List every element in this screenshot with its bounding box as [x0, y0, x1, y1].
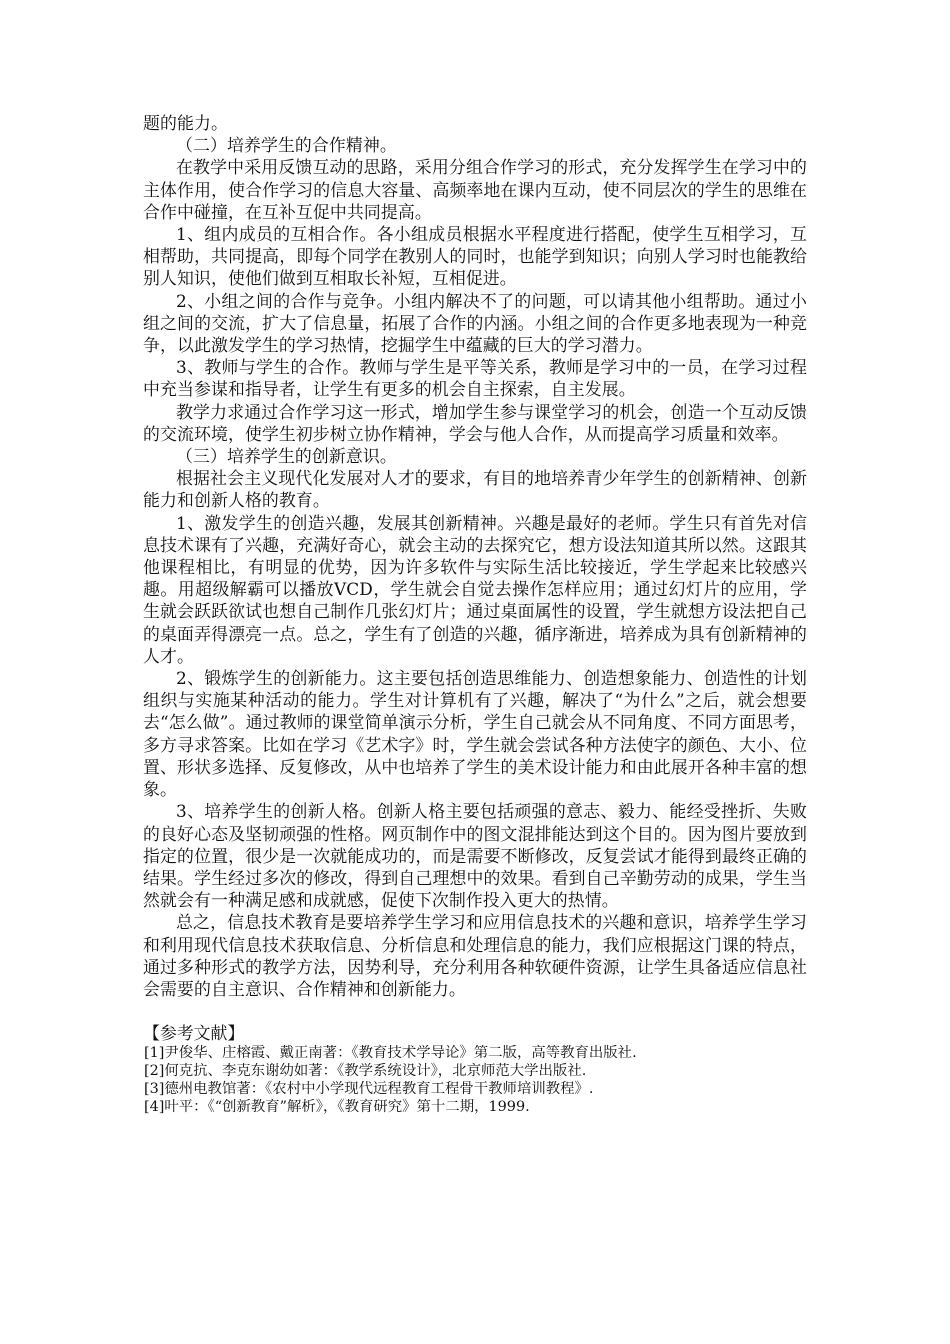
body-paragraph: 根据社会主义现代化发展对人才的要求，有目的地培养青少年学生的创新精神、创新能力和创新人格的教育。	[143, 468, 807, 511]
section-heading-innovation: （三）培养学生的创新意识。	[176, 446, 397, 467]
body-paragraph: 题的能力。	[143, 113, 228, 133]
body-paragraph: 2、小组之间的合作与竞争。小组内解决不了的问题，可以请其他小组帮助。通过小组之间的交流，扩大了信息量，拓展了合作的内涵。小组之间的合作更多地表现为一种竞争，以此激发学生的学习热情，挖掘学生中蕴藏的巨大的学习潜力。	[143, 290, 807, 356]
body-paragraph: 在教学中采用反馈互动的思路，采用分组合作学习的形式，充分发挥学生在学习中的主体作用，使合作学习的信息大容量、高频率地在课内互动，使不同层次的学生的思维在合作中碰撞，在互补互促中共同提高。	[143, 157, 807, 222]
body-paragraph: 教学力求通过合作学习这一形式，增加学生参与课堂学习的机会，创造一个互动反馈的交流环境，使学生初步树立协作精神，学会与他人合作，从而提高学习质量和效率。	[143, 401, 807, 444]
reference-item: [2]何克抗、李克东谢幼如著：《教学系统设计》，北京师范大学出版社.	[144, 1062, 587, 1079]
section-heading-cooperation: （二）培养学生的合作精神。	[176, 135, 397, 156]
references-list	[143, 1045, 807, 1116]
body-paragraph: 3、教师与学生的合作。教师与学生是平等关系，教师是学习中的一员，在学习过程中充当参谋和指导者，让学生有更多的机会自主探索，自主发展。	[143, 357, 807, 400]
conclusion-paragraph: 总之，信息技术教育是要培养学生学习和应用信息技术的兴趣和意识，培养学生学习和利用现代信息技术获取信息、分析信息和处理信息的能力，我们应根据这门课的特点，通过多种形式的教学方法，因势利导，充分利用各种软硬件资源，让学生具备适应信息社会需要的自主意识、合作精神和创新能力。	[143, 912, 807, 999]
body-paragraph: 1、激发学生的创造兴趣，发展其创新精神。兴趣是最好的老师。学生只有首先对信息技术课有了兴趣，充满好奇心，就会主动的去探究它，想方设法知道其所以然。这跟其他课程相比，有明显的优势，因为许多软件与实际生活比较接近，学生学起来比较感兴趣。用超级解霸可以播放VCD，学生就会自觉去操作怎样应用；通过幻灯片的应用，学生就会跃跃欲试也想自己制作几张幻灯片；通过桌面属性的设置，学生就想方设法把自己的桌面弄得漂亮一点。总之，学生有了创造的兴趣，循序渐进，培养成为具有创新精神的人才。	[143, 512, 807, 666]
body-paragraph: 2、锻炼学生的创新能力。这主要包括创造思维能力、创造想象能力、创造性的计划组织与实施某种活动的能力。学生对计算机有了兴趣，解决了“为什么”之后，就会想要去“怎么做”。通过教师的课堂简单演示分析，学生自己就会从不同角度、不同方面思考，多方寻求答案。比如在学习《艺术字》时，学生就会尝试各种方法使字的颜色、大小、位置、形状多选择、反复修改，从中也培养了学生的美术设计能力和由此展开各种丰富的想象。	[143, 668, 807, 800]
document-page	[143, 112, 807, 1116]
reference-item: [1]尹俊华、庄榕霞、戴正南著：《教育技术学导论》第二版，高等教育出版社.	[144, 1045, 637, 1062]
references-heading: 【参考文献】	[143, 1023, 245, 1044]
body-paragraph: 1、组内成员的互相合作。各小组成员根据水平程度进行搭配，使学生互相学习，互相帮助，共同提高，即每个同学在教别人的同时，也能学到知识；向别人学习时也能教给别人知识，使他们做到互相取长补短，互相促进。	[143, 224, 807, 289]
body-paragraph: 3、培养学生的创新人格。创新人格主要包括顽强的意志、毅力、能经受挫折、失败的良好心态及坚韧顽强的性格。网页制作中的图文混排能达到这个目的。因为图片要放到指定的位置，很少是一次就能成功的，而是需要不断修改，反复尝试才能得到最终正确的结果。学生经过多次的修改，得到自己理想中的效果。看到自己辛勤劳动的成果，学生当然就会有一种满足感和成就感，促使下次制作投入更大的热情。	[143, 801, 807, 911]
reference-item: [4]叶平：《“创新教育”解析》，《教育研究》第十二期，1999.	[144, 1098, 530, 1115]
reference-item: [3]德州电教馆著：《农村中小学现代远程教育工程骨干教师培训教程》.	[144, 1080, 594, 1097]
